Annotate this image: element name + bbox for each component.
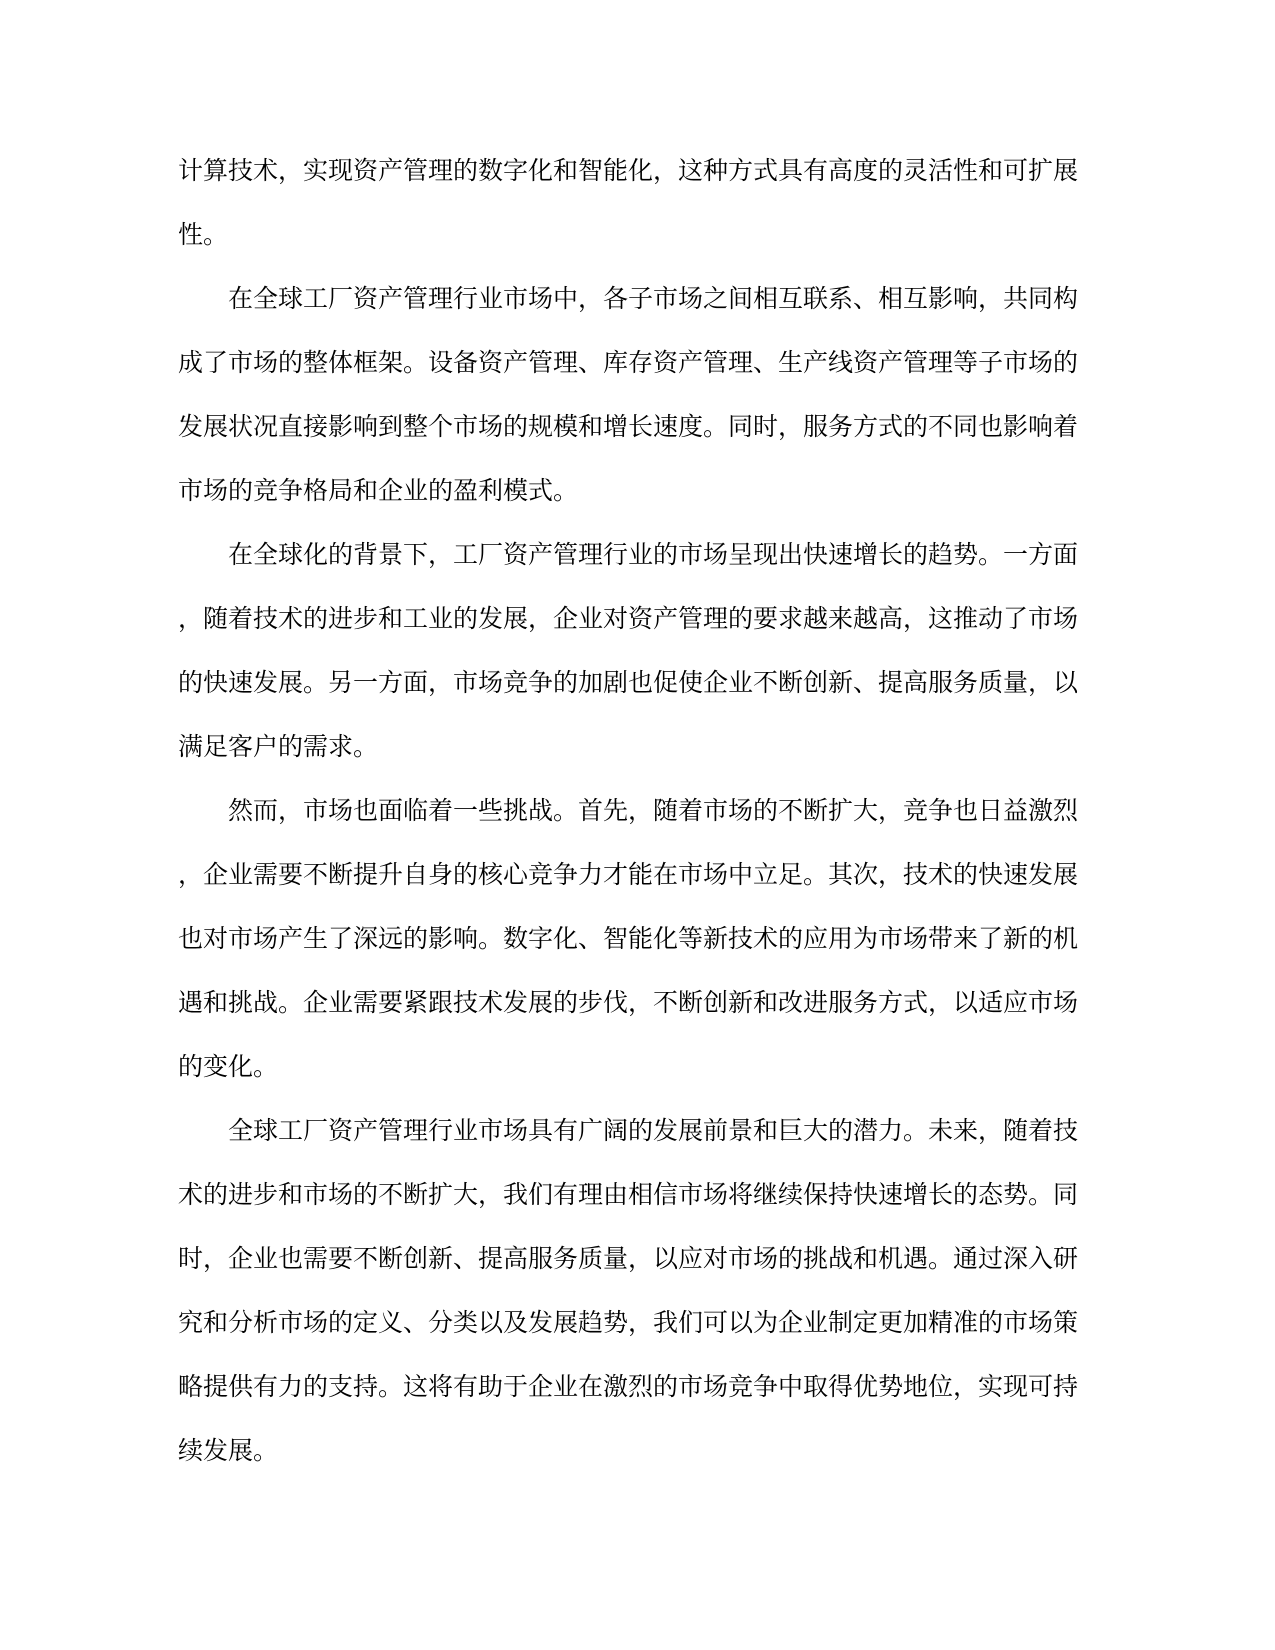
paragraph-market-structure: 在全球工厂资产管理行业市场中，各子市场之间相互联系、相互影响，共同构成了市场的整体框架。设备资产管理、库存资产管理、生产线资产管理等子市场的发展状况直接影响到整个市场的规模和增长速度。同时，服务方式的不同也影响着市场的竞争格局和企业的盈利模式。: [178, 285, 1079, 505]
paragraph-continuation: 计算技术，实现资产管理的数字化和智能化，这种方式具有高度的灵活性和可扩展性。: [178, 157, 1079, 249]
paragraph-globalization-growth: 在全球化的背景下，工厂资产管理行业的市场呈现出快速增长的趋势。一方面，随着技术的进步和工业的发展，企业对资产管理的要求越来越高，这推动了市场的快速发展。另一方面，市场竞争的加剧也促使企业不断创新、提高服务质量，以满足客户的需求。: [178, 541, 1079, 761]
text-body: [178, 139, 1078, 1483]
paragraph-challenges: 然而，市场也面临着一些挑战。首先，随着市场的不断扩大，竞争也日益激烈，企业需要不断提升自身的核心竞争力才能在市场中立足。其次，技术的快速发展也对市场产生了深远的影响。数字化、智能化等新技术的应用为市场带来了新的机遇和挑战。企业需要紧跟技术发展的步伐，不断创新和改进服务方式，以适应市场的变化。: [178, 797, 1079, 1081]
paragraph-outlook: 全球工厂资产管理行业市场具有广阔的发展前景和巨大的潜力。未来，随着技术的进步和市场的不断扩大，我们有理由相信市场将继续保持快速增长的态势。同时，企业也需要不断创新、提高服务质量，以应对市场的挑战和机遇。通过深入研究和分析市场的定义、分类以及发展趋势，我们可以为企业制定更加精准的市场策略提供有力的支持。这将有助于企业在激烈的市场竞争中取得优势地位，实现可持续发展。: [178, 1117, 1079, 1465]
